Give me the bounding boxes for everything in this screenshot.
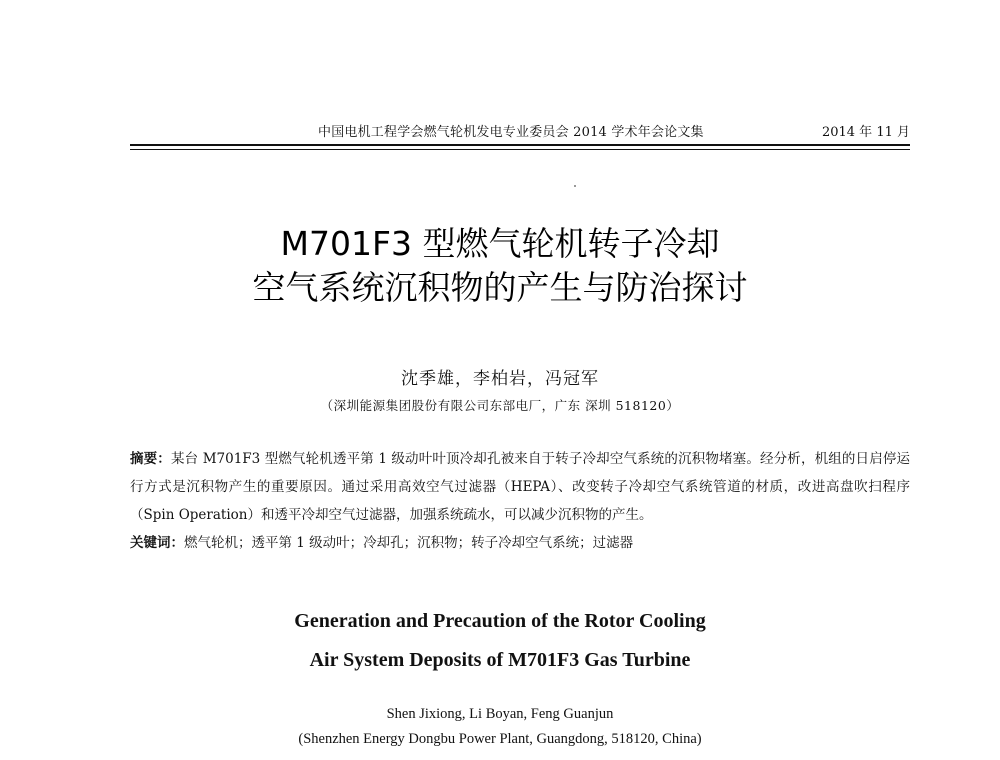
english-title-line-1: Generation and Precaution of the Rotor Cooling xyxy=(294,610,706,632)
running-header xyxy=(130,121,910,143)
keywords-label: 关键词： xyxy=(130,535,184,551)
chinese-title-line-2: 空气系统沉积物的产生与防治探讨 xyxy=(252,268,748,307)
english-affiliation: (Shenzhen Energy Dongbu Power Plant, Guangdong, 518120, China) xyxy=(298,731,702,747)
abstract-label: 摘要： xyxy=(130,451,171,467)
keywords-text: 燃气轮机；透平第 1 级动叶；冷却孔；沉积物；转子冷却空气系统；过滤器 xyxy=(184,535,634,551)
issue-date: 2014 年 11 月 xyxy=(821,125,910,140)
abstract-paragraph xyxy=(130,445,910,529)
chinese-authors: 沈季雄，李柏岩，冯冠军 xyxy=(401,369,599,389)
english-title-line-2: Air System Deposits of M701F3 Gas Turbine xyxy=(309,649,691,671)
chinese-affiliation: （深圳能源集团股份有限公司东部电厂，广东 深圳 518120） xyxy=(320,398,680,413)
header-rule-thick xyxy=(130,144,910,146)
journal-name: 中国电机工程学会燃气轮机发电专业委员会 2014 学术年会论文集 xyxy=(318,125,704,140)
scan-speck xyxy=(574,185,576,187)
english-authors: Shen Jixiong, Li Boyan, Feng Guanjun xyxy=(386,706,614,722)
chinese-title-line-1: M701F3 型燃气轮机转子冷却 xyxy=(280,224,720,263)
abstract-text: 某台 M701F3 型燃气轮机透平第 1 级动叶叶顶冷却孔被来自于转子冷却空气系统的沉积物堵塞。经分析，机组的日启停运行方式是沉积物产生的重要原因。通过采用高效空气过滤器（HEPA）、改变转子冷却空气系统管道的材质，改进高盘吹扫程序（Spin Operation）和透平冷却空气过滤器，加强系统疏水，可以减少沉积物的产生。 xyxy=(130,451,911,523)
header-rule-thin xyxy=(130,149,910,150)
keywords-line xyxy=(130,532,910,554)
